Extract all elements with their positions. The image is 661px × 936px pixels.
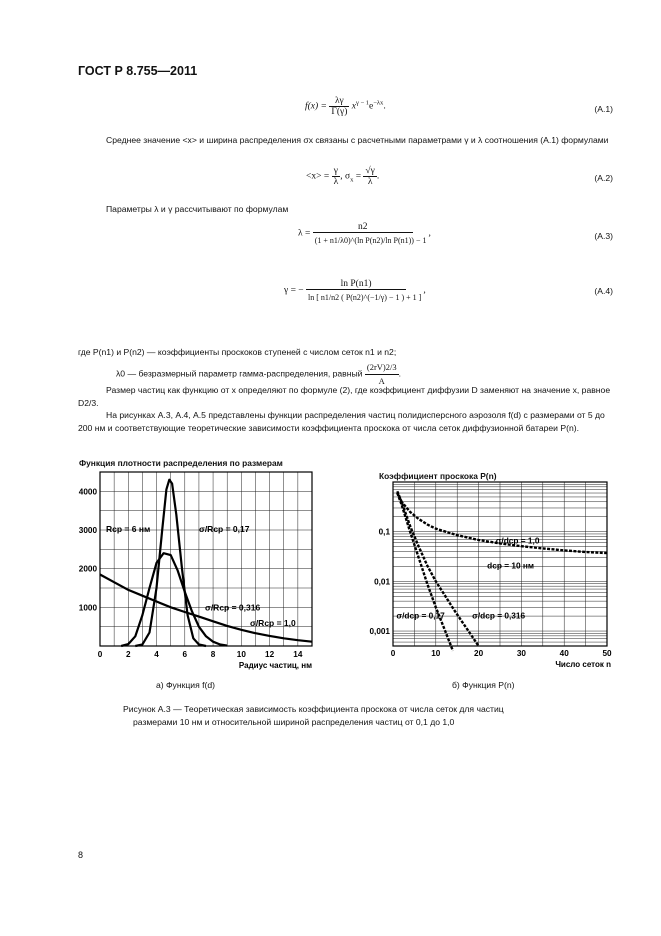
x-tick-label: 8 (210, 650, 216, 659)
eq1-e: e (369, 101, 374, 112)
eq2-den2: λ (367, 177, 373, 187)
y-tick-label: 4000 (78, 487, 97, 497)
x-tick-label: 10 (431, 649, 441, 658)
x-tick-label: 6 (182, 650, 188, 659)
paragraph-1: Среднее значение <x> и ширина распределения σx связаны с расчетными параметрами γ и λ соотношения (А.1) формулами (106, 135, 609, 145)
eq4-lhs: γ = − (284, 285, 304, 296)
y-tick-label: 0,1 (378, 527, 390, 537)
chart-annotation: σ/dср = 0,17 (396, 610, 445, 621)
x-tick-label: 0 (390, 649, 396, 658)
eq2-num2: √γ (365, 166, 375, 176)
y-tick-label: 0,001 (369, 627, 390, 637)
chart-annotation: Rср = 6 нм (106, 524, 151, 534)
eq1-eexp: −λx (373, 99, 384, 107)
x-tick-label: 50 (602, 649, 612, 658)
eq4-fraction (306, 279, 423, 302)
equation-a2: <x> = $\frac{\gamma}{\lambda}$ , $\sigma_x$ = $\frac{√\gamma}{\lambda}$ . (306, 166, 380, 187)
page-number: 8 (78, 850, 84, 860)
eq1-number: (А.1) (594, 104, 613, 114)
eq3-den: (1 + n1/λ0)^(ln P(n2)/ln P(n1)) − 1 (314, 236, 427, 245)
x-tick-label: 20 (474, 649, 484, 658)
definition-line-2: λ0 — безразмерный параметр гамма-распределения, равный $\frac{(2rV)2/3}{A}$ . (116, 362, 401, 386)
x-tick-label: 14 (293, 650, 303, 659)
y-tick-label: 0,01 (374, 577, 390, 587)
paragraph-3: Размер частиц как функцию от x определяют по формуле (2), где коэффициент диффузии D заменяют на значение x, равное D2/3. (78, 385, 611, 408)
eq3-num: n2 (313, 222, 413, 233)
equation-a3: λ = $\frac{n2}{\text{(1 + n1/λ0)\textasciicircum{}(ln P(n2)/ln P(n1)) − 1}}$ , (298, 222, 431, 245)
eq2-sigma: , σ (340, 171, 351, 182)
x-axis-label: Радиус частиц, нм (238, 661, 312, 670)
eq4-number: (А.4) (594, 286, 613, 296)
lambda0-definition: λ0 — безразмерный параметр гамма-распределения, равный (116, 368, 363, 379)
eq3-lhs: λ = (298, 228, 311, 239)
definition-line-1: где P(n1) и P(n2) — коэффициенты проскоков ступеней с числом сеток n1 и n2; (78, 347, 397, 357)
eq4-num: ln P(n1) (306, 279, 406, 290)
figure-caption-line-1: Рисунок А.3 — Теоретическая зависимость коэффициента проскока от числа сеток для частиц (123, 704, 504, 714)
chart-annotation: σ/Rср = 0,17 (199, 524, 250, 534)
eq3-number: (А.3) (594, 231, 613, 241)
eq2-fraction-2 (363, 166, 376, 187)
figure-caption-line-2: размерами 10 нм и относительной шириной распределения частиц от 0,1 до 1,0 (133, 717, 455, 727)
eq1-rest: x (351, 101, 356, 112)
chart-b-penetration (355, 478, 617, 674)
chart-annotation: σ/Rср = 0,316 (205, 602, 261, 613)
chart-a-title: Функция плотности распределения по размерам (79, 458, 283, 468)
y-tick-label: 1000 (78, 603, 97, 613)
y-tick-label: 2000 (78, 564, 97, 574)
eq2-fraction-1 (332, 166, 341, 187)
x-tick-label: 30 (516, 649, 526, 658)
x-tick-label: 10 (236, 650, 246, 659)
x-tick-label: 2 (125, 650, 131, 659)
eq1-exp: γ − 1 (355, 99, 370, 107)
x-tick-label: 4 (154, 650, 159, 659)
chart-annotation: σ/dср = 1,0 (495, 535, 540, 546)
equation-a1: f(x) = $\frac{\lambda\gamma}{\Gamma(\gamma)}$ $x^{\gamma - 1}e^{-\lambda x}$. (305, 96, 386, 117)
eq2-eq: = (353, 171, 362, 182)
document-header: ГОСТ Р 8.755—2011 (78, 64, 198, 78)
eq2-den1: λ (333, 177, 339, 187)
eq2-lhs: <x> = (306, 171, 330, 182)
chart-b-title: Коэффициент проскока P(n) (379, 471, 497, 481)
equation-a4: γ = − $\frac{\text{ln P(n1)}}{\ln [ n1/n2 ( P(n2)\^{}(-1/\gamma) - 1 ) + 1 ]}$ , (284, 279, 426, 302)
x-tick-label: 0 (97, 650, 103, 659)
lambda0-den: A (378, 375, 385, 386)
chart-annotation: σ/dср = 0,316 (472, 610, 526, 621)
series-line (121, 553, 227, 646)
chart-annotation: dср = 10 нм (487, 560, 535, 571)
eq1-fraction (329, 96, 349, 117)
series-line (397, 491, 478, 646)
eq2-number: (А.2) (594, 173, 613, 183)
chart-b-caption: б) Функция P(n) (452, 680, 515, 690)
chart-annotation: σ/Rср = 1,0 (250, 617, 296, 628)
eq3-fraction (313, 222, 429, 245)
lambda0-num: (2rV)2/3 (365, 361, 399, 375)
chart-a-distribution (70, 468, 330, 673)
paragraph-2: Параметры λ и γ рассчитывают по формулам (106, 204, 289, 214)
x-tick-label: 12 (265, 650, 275, 659)
eq2-sigmasub: x (350, 176, 354, 184)
x-axis-label: Число сеток n (555, 660, 611, 669)
eq4-den: ln [ n1/n2 ( P(n2)^(−1/γ) − 1 ) + 1 ] (308, 293, 422, 302)
x-tick-label: 40 (559, 649, 569, 658)
eq1-lhs: f(x) = (305, 101, 327, 112)
eq2-num1: γ (332, 166, 341, 177)
eq1-den: Γ(γ) (331, 107, 348, 117)
eq1-num: λγ (329, 96, 349, 107)
chart-a-caption: а) Функция f(d) (156, 680, 216, 690)
paragraph-4: На рисунках А.3, А.4, А.5 представлены функции распределения частиц полидисперсного аэрозоля f(d) с размерами от 5 до 200 нм и соответствующие теоретические зависимости коэффициента проскока от числа сеток диффузионной батареи P(n). (78, 410, 605, 433)
y-tick-label: 3000 (78, 526, 97, 535)
